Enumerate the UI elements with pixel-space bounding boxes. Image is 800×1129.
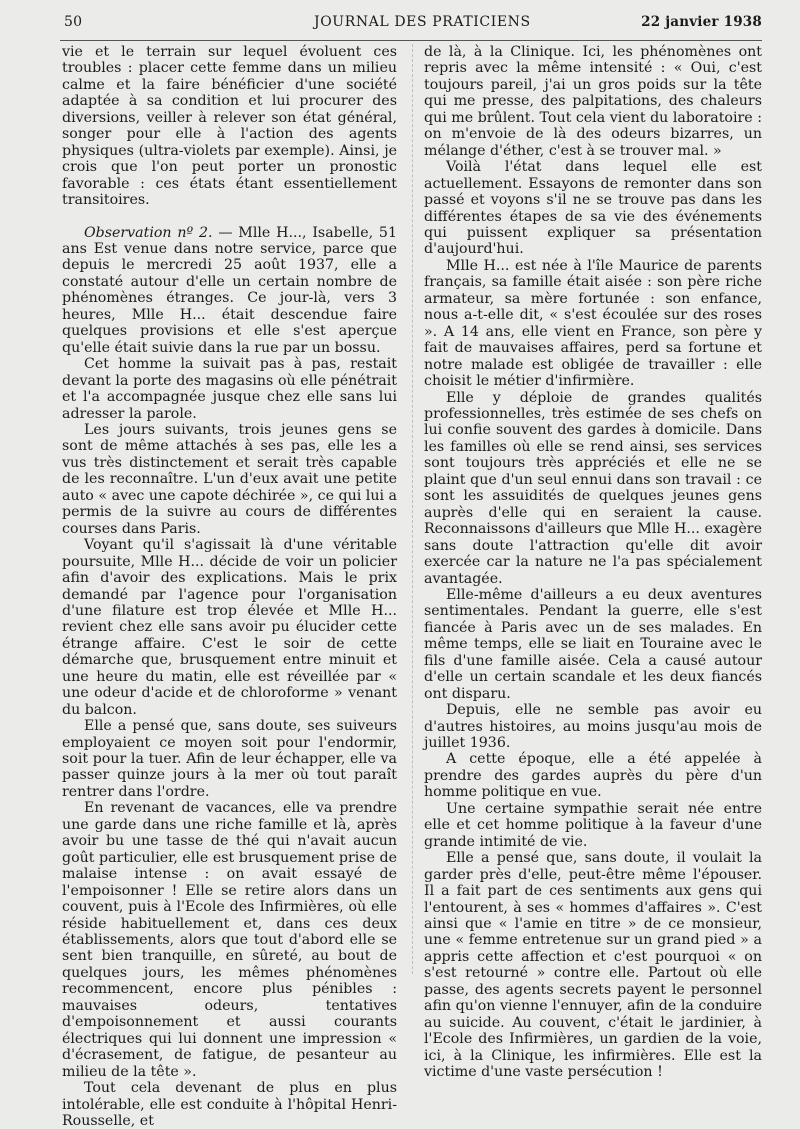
paragraph: Voilà l'état dans lequel elle est actuellement. Essayons de remonter dans son passé et voyons s'il ne se trouve pas dans les différentes étapes de sa vie des événements qui puissent expliquer sa présentation d'aujourd'hui. [424,159,762,258]
observation-text: — Mlle H..., Isabelle, 51 ans Est venue dans notre service, parce que depuis le mercredi 25 août 1937, elle a constaté autour d'elle un certain nombre de phénomènes étranges. Ce jour-là, vers 3 heures, Mlle H... était descendue faire quelques provisions et elle s'est aperçue qu'elle était suivie dans la rue par un bossu. [62,224,397,356]
paragraph: Tout cela devenant de plus en plus intolérable, elle est conduite à l'hôpital Henri-Rousselle, et [62,1080,397,1129]
left-column [62,44,397,1129]
paragraph: Elle a pensé que, sans doute, ses suiveurs employaient ce moyen soit pour l'endormir, soit pour la tuer. Afin de leur échapper, elle va passer quinze jours à la mer où tout paraît rentrer dans l'ordre. [62,718,397,800]
paragraph: Elle-même d'ailleurs a eu deux aventures sentimentales. Pendant la guerre, elle s'est fiancée à Paris avec un de ses malades. En même temps, elle se liait en Touraine avec le fils d'une famille aisée. Cela a causé autour d'elle un certain scandale et les deux fiancés ont disparu. [424,586,762,702]
paragraph: Une certaine sympathie serait née entre elle et cet homme politique à la faveur d'une grande intimité de vie. [424,800,762,850]
journal-title: JOURNAL DES PRATICIENS [314,14,531,30]
paragraph: Depuis, elle ne semble pas avoir eu d'autres histoires, au moins jusqu'au mois de juillet 1936. [424,702,762,752]
paragraph: Cet homme la suivait pas à pas, restait devant la porte des magasins où elle pénétrait et l'a accompagnée jusque chez elle sans lui adresser la parole. [62,356,397,422]
paragraph: Mlle H... est née à l'île Maurice de parents français, sa famille était aisée : son père riche armateur, sa mère fortunée : son enfance, nous a-t-elle dit, « s'est écoulée sur des roses ». A 14 ans, elle vient en France, son père y fait de mauvaises affaires, perd sa fortune et notre malade est obligée de travailler : elle choisit le métier d'infirmière. [424,257,762,390]
paragraph: A cette époque, elle a été appelée à prendre des gardes auprès du père d'un homme politique en vue. [424,751,762,801]
observation-label: Observation nº 2. [84,224,213,241]
page-number: 50 [64,14,83,30]
paragraph: Elle y déploie de grandes qualités professionnelles, très estimée de ses chefs on lui confie souvent des gardes à domicile. Dans les familles où elle se rend ainsi, ses services sont toujours très appréciés et elle ne se plaint que d'un seul ennui dans son travail : ce sont les assuidités de quelques jeunes gens auprès d'elle qui en seraient la cause. Reconnaissons d'ailleurs que Mlle H... exagère sans doute l'attraction qu'elle dit avoir exercée car la nature ne l'a pas spécialement avantagée. [424,389,762,587]
paragraph: En revenant de vacances, elle va prendre une garde dans une riche famille et là, après avoir bu une tasse de thé qui n'avait aucun goût particulier, elle est brusquement prise de malaise intense : on avait essayé de l'empoisonner ! Elle se retire alors dans un couvent, puis à l'Ecole des Infirmières, où elle réside habituellement et, dans ces deux établissements, alors que tout d'abord elle se sent bien tranquille, en sûreté, au bout de quelques jours, les mêmes phénomènes recommencent, encore plus pénibles : mauvaises odeurs, tentatives d'empoisonnement et aussi courants électriques qui lui donnent une impression « d'écrasement, de fatigue, de pesanteur au milieu de la tête ». [62,800,397,1080]
column-divider [412,44,414,974]
page-header [64,14,762,38]
paragraph: Elle a pensé que, sans doute, il voulait la garder près d'elle, peut-être même l'épouser. Il a fait part de ces sentiments aux gens qui l'entourent, à ses « hommes d'affaires ». C'est ainsi que « l'amie en titre » de ce monsieur, une « femme entretenue sur un grand pied » a appris cette affection et c'est pourquoi « on s'est retourné » contre elle. Partout où elle passe, des agents secrets payent le personnel afin qu'on vienne l'ennuyer, afin de la conduire au suicide. Au couvent, c'était le jardinier, à l'Ecole des Infirmières, un gardien de la voie, ici, à la Clinique, les infirmières. Elle est la victime d'une vaste persécution ! [424,850,762,1081]
observation-paragraph [62,225,397,357]
header-rule [60,40,762,41]
paragraph: vie et le terrain sur lequel évoluent ces troubles : placer cette femme dans un milieu calme et la faire bénéficier d'une société adaptée à sa condition et lui procurer des diversions, veiller à relever son état général, songer pour elle à l'action des agents physiques (ultra-violets par exemple). Ainsi, je crois que l'on peut porter un pronostic favorable : ces états étant essentiellement transitoires. [62,44,397,209]
paragraph: Les jours suivants, trois jeunes gens se sont de même attachés à ses pas, elle les a vus très distinctement et serait très capable de les reconnaître. L'un d'eux avait une petite auto « avec une capote déchirée », ce qui lui a permis de la suivre au cours de différentes courses dans Paris. [62,421,397,537]
paragraph: de là, à la Clinique. Ici, les phénomènes ont repris avec la même intensité : « Oui, c'est toujours pareil, j'ai un gros poids sur la tête qui me presse, des palpitations, des chaleurs qui me brûlent. Tout cela vient du laboratoire : on m'envoie de là des odeurs bizarres, un mélange d'éther, c'est à se trouver mal. » [424,44,762,159]
issue-date: 22 janvier 1938 [641,14,762,30]
paragraph: Voyant qu'il s'agissait là d'une véritable poursuite, Mlle H... décide de voir un policier afin d'avoir des explications. Mais le prix demandé par l'agence pour l'organisation d'une filature est trop élevée et Mlle H... revient chez elle sans avoir pu élucider cette étrange affaire. C'est le soir de cette démarche que, brusquement entre minuit et une heure du matin, elle est réveillée par « une odeur d'acide et de chloroforme » venant du balcon. [62,537,397,718]
right-column [424,44,762,1081]
